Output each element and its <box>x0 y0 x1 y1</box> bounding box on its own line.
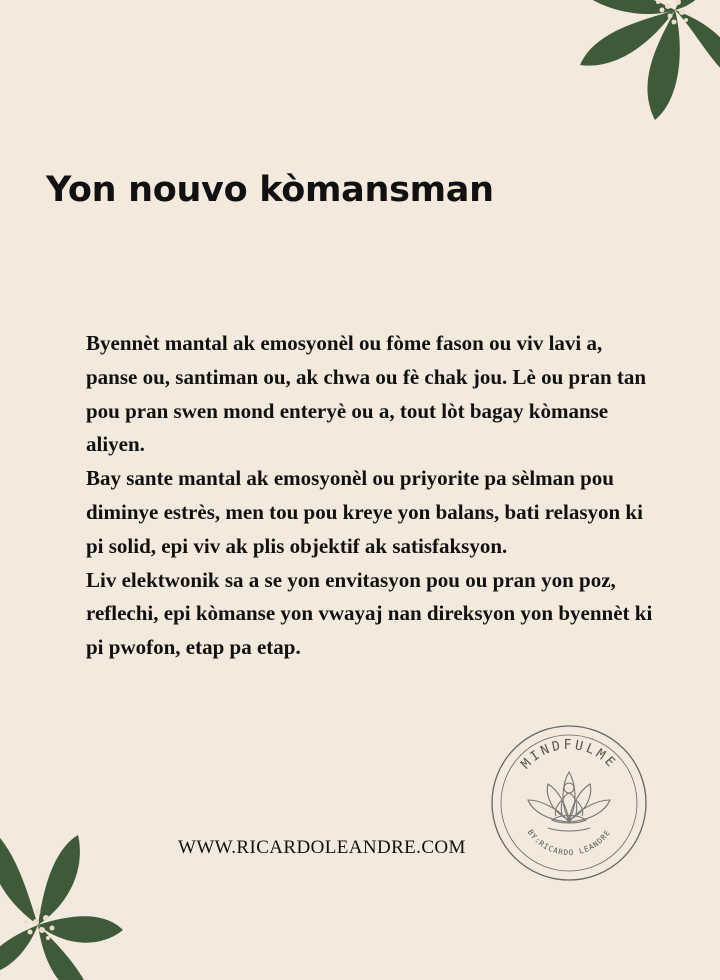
lotus-meditation-icon <box>528 772 610 831</box>
page-title: Yon nouvo kòmansman <box>46 170 494 210</box>
brand-seal <box>490 724 648 882</box>
flower-icon-bottom-left <box>0 810 130 980</box>
paragraph-2: Bay sante mantal ak emosyonèl ou priyorite pa sèlman pou diminye estrès, men tou pou kreye yon balans, bati relasyon ki pi solid, epi viv ak plis objektif ak satisfaksyon. <box>86 466 643 558</box>
seal-bottom-text: BY:RICARDO LEANDRE <box>525 827 613 858</box>
paragraph-1: Byennèt mantal ak emosyonèl ou fòme fason ou viv lavi a, panse ou, santiman ou, ak chwa ou fè chak jou. Lè ou pran tan pou pran swen mond enteryè ou a, tout lòt bagay kòmanse aliyen. <box>86 331 647 457</box>
seal-top-text: MINDFULME <box>518 738 620 773</box>
website-link[interactable]: WWW.RICARDOLEANDRE.COM <box>178 837 466 858</box>
flower-icon-top-right <box>570 0 720 150</box>
paragraph-3: Liv elektwonik sa a se yon envitasyon pou ou pran yon poz, reflechi, epi kòmanse yon vwayaj nan direksyon yon byennèt ki pi pwofon, etap pa etap. <box>86 567 653 660</box>
body-text <box>86 327 656 665</box>
